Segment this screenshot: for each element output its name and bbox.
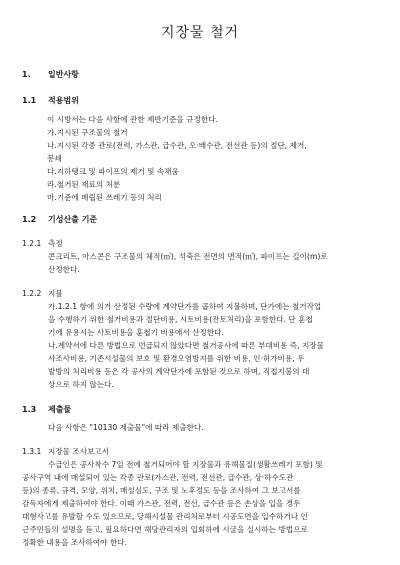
body-line: 정확한 내용을 조사하여야 한다.: [22, 538, 128, 547]
section-1-1-number: 1.1: [22, 96, 37, 105]
section-1-2-1-title: 측정: [48, 239, 63, 248]
section-1-3-1-title: 지장물 조사보고서: [48, 447, 110, 456]
list-item: 다.지하탱크 및 파이프의 제거 및 속채움: [47, 167, 179, 176]
list-item: 상으로 하지 않는다.: [48, 380, 114, 389]
body-line: 대형사고를 유발할 수도 있으므로, 당해시설물 관리처로부터 시공도면을 입수하거나 인: [22, 512, 308, 521]
body-line: 산정한다.: [48, 265, 80, 274]
section-1-2-1-number: 1.2.1: [22, 239, 42, 248]
body-line: 이 시방서는 다음 사항에 관한 제반기준을 규정한다.: [47, 115, 218, 124]
body-line: 수급인은 공사착수 7일 전에 철거되어야 할 지장물과 유해물질(생활쓰레기 포함) 및: [48, 460, 323, 469]
body-line: 다음 사항은 "10130 제출물"에 따라 제출한다.: [48, 423, 204, 432]
list-item: 나.계약서에 다른 방법으로 언급되지 않았다면 철거공사에 따른 부대비용 즉, 지장물: [48, 341, 324, 350]
list-item: 사조사비용, 기존시설물의 보호 및 환경오염방지를 위한 비용, 인·허가비용, 우: [48, 354, 305, 363]
section-1-3-1-number: 1.3.1: [22, 447, 42, 456]
list-item: 가.1.2.1 항에 의거 산정된 수량에 계약단가를 곱하여 지불하며, 단가에는 철거작업: [48, 302, 322, 311]
body-line: 등)의 종류, 규격, 모양, 위치, 매설심도, 구조 및 노후정도 등을 조사하여 그 보고서를: [22, 486, 301, 495]
list-item: 나.지시된 각종 관로(전력, 가스관, 급수관, 오·배수관, 전선관 등)의 절단, 제거,: [47, 141, 307, 150]
section-1-title: 일반사항: [48, 70, 79, 79]
list-item: 을 수행하기 위한 철거비용과 절단비용, 시토비용(잔토처리)을 포함한다. 단 훈첩: [48, 315, 313, 324]
body-line: 감독자에게 제출하여야 한다. 이때 가스관, 전력, 전선, 급수관 등은 손상을 입을 경우: [22, 499, 301, 508]
list-item: 가.지시된 구조물의 철거: [47, 128, 128, 137]
section-1-2-number: 1.2: [22, 215, 37, 224]
list-item: 발방의 처리비용 등은 각 공사의 계약단가에 포함된 것으로 하며, 직접지불의 대: [48, 367, 310, 376]
body-line: 콘크리트, 아스콘은 구조물의 체적(㎥), 석축은 전면의 면적(㎡), 파이프는 길이(m)로: [48, 252, 328, 261]
section-1-2-title: 기성산출 기준: [48, 215, 98, 224]
list-item: 기에 유용시는 사토비용을 훈첩기 비용에서 산정한다.: [48, 328, 224, 337]
list-item: 마.기준에 매립된 쓰레기 등의 처리: [47, 193, 162, 202]
section-1-1-title: 적용범위: [48, 96, 79, 105]
section-1-3-number: 1.3: [22, 405, 37, 414]
page-title: 지장물 철거: [160, 25, 240, 41]
list-item: 봉쇄: [47, 154, 62, 163]
section-1-number: 1.: [22, 70, 31, 79]
section-1-3-title: 제출물: [48, 405, 72, 414]
body-line: 근주민들의 설명을 듣고, 필요하다면 해당관리자의 입회하에 시굴을 실시하는 방법으로: [22, 525, 308, 534]
section-1-2-2-title: 지불: [48, 289, 63, 298]
list-item: 라.철거된 재료의 처분: [47, 180, 121, 189]
body-line: 공사구역 내에 매설되어 있는 각종 관로(가스관, 전력, 전선관, 급수관, 상·하수도관: [22, 473, 294, 482]
section-1-2-2-number: 1.2.2: [22, 289, 42, 298]
